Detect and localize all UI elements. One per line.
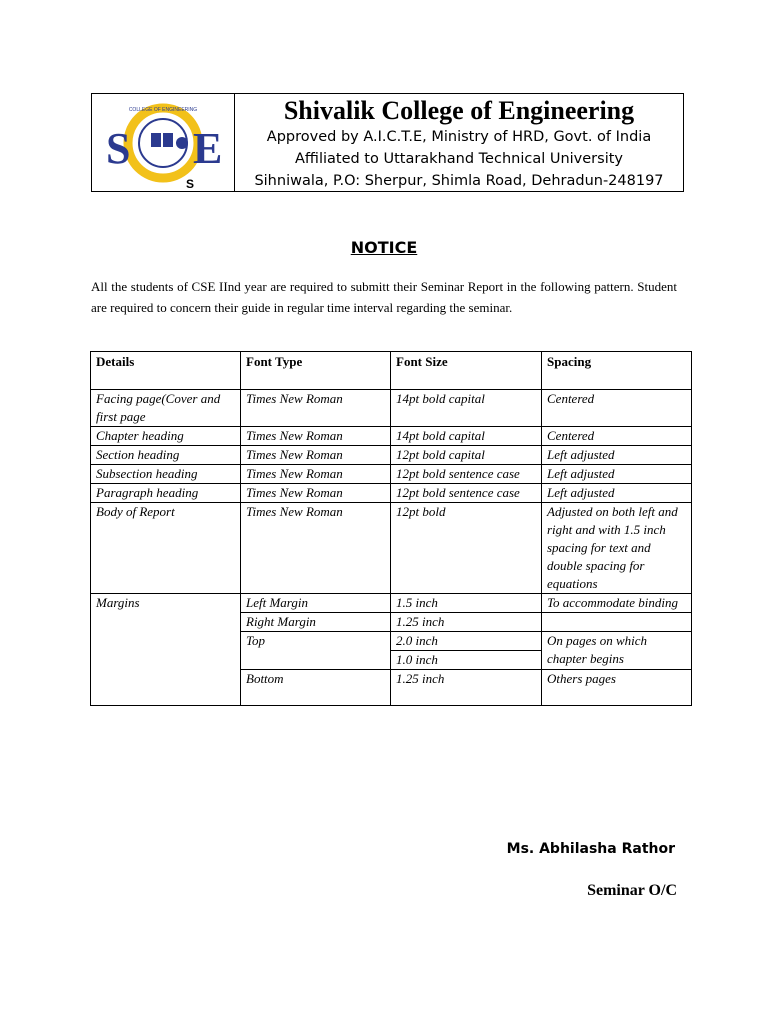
table-row — [91, 503, 692, 594]
cell-font-size: 14pt bold capital — [391, 390, 542, 427]
cell-left-margin-spacing: To accommodate binding — [542, 594, 692, 613]
cell-top-margin: Top — [241, 632, 391, 670]
cell-spacing: Left adjusted — [542, 465, 692, 484]
approval-line: Approved by A.I.C.T.E, Ministry of HRD, Govt. of India — [266, 129, 652, 145]
cell-font-type: Times New Roman — [241, 390, 391, 427]
cell-right-margin: Right Margin — [241, 613, 391, 632]
cell-font-size: 14pt bold capital — [391, 427, 542, 446]
table-row — [91, 427, 692, 446]
logo-ring-text: COLLEGE OF ENGINEERING — [128, 107, 198, 113]
signatory-name: Ms. Abhilasha Rathor — [506, 841, 675, 857]
cell-details: Body of Report — [91, 503, 241, 594]
cell-details: Subsection heading — [91, 465, 241, 484]
cell-bottom-margin: Bottom — [241, 670, 391, 706]
cell-font-size: 12pt bold sentence case — [391, 484, 542, 503]
cell-bottom-margin-spacing: Others pages — [542, 670, 692, 706]
cell-right-margin-spacing — [542, 613, 692, 632]
cell-spacing: Centered — [542, 390, 692, 427]
cell-font-type: Times New Roman — [241, 465, 391, 484]
cell-spacing: Left adjusted — [542, 446, 692, 465]
logo-letter-left: S — [106, 124, 131, 173]
table-row — [91, 465, 692, 484]
cell-top-margin-sizes — [391, 632, 542, 670]
cell-spacing: Left adjusted — [542, 484, 692, 503]
cell-bottom-margin-size: 1.25 inch — [391, 670, 542, 706]
logo-letter-right: E — [193, 124, 223, 173]
cell-top-margin-size-a: 2.0 inch — [391, 632, 541, 651]
table-header-row — [91, 352, 692, 390]
cell-font-type: Times New Roman — [241, 446, 391, 465]
cell-spacing: Adjusted on both left and right and with 1.5 inch spacing for text and double spacing for equations — [542, 503, 692, 594]
cell-details: Chapter heading — [91, 427, 241, 446]
cell-left-margin: Left Margin — [241, 594, 391, 613]
cell-top-margin-spacing: On pages on which chapter begins — [542, 632, 692, 670]
cell-margins-label: Margins — [91, 594, 241, 706]
cell-font-size: 12pt bold — [391, 503, 542, 594]
cell-right-margin-size: 1.25 inch — [391, 613, 542, 632]
college-logo — [98, 97, 228, 189]
notice-body: All the students of CSE IInd year are required to submitt their Seminar Report in the following pattern. Student are required to concern their guide in regular time interval regarding the seminar. — [91, 279, 677, 315]
format-table — [90, 351, 692, 706]
letterhead — [91, 93, 684, 192]
header-details: Details — [91, 352, 241, 390]
cell-font-type: Times New Roman — [241, 484, 391, 503]
address-line: Sihniwala, P.O: Sherpur, Shimla Road, Dehradun-248197 — [254, 173, 664, 189]
table-row — [91, 484, 692, 503]
table-row — [91, 446, 692, 465]
cell-font-size: 12pt bold sentence case — [391, 465, 542, 484]
cell-details: Section heading — [91, 446, 241, 465]
table-row — [91, 390, 692, 427]
logo-cell — [92, 94, 235, 191]
cell-details: Facing page(Cover and first page — [91, 390, 241, 427]
cell-font-type: Times New Roman — [241, 503, 391, 594]
cell-left-margin-size: 1.5 inch — [391, 594, 542, 613]
header-font-type: Font Type — [241, 352, 391, 390]
affiliation-line: Affiliated to Uttarakhand Technical University — [295, 151, 623, 167]
signatory-role: Seminar O/C — [587, 882, 677, 899]
cell-top-margin-size-b: 1.0 inch — [396, 652, 438, 667]
header-font-size: Font Size — [391, 352, 542, 390]
cell-spacing: Centered — [542, 427, 692, 446]
logo-letter-bottom: S — [186, 177, 195, 189]
notice-title: NOTICE — [350, 238, 418, 257]
cell-font-size: 12pt bold capital — [391, 446, 542, 465]
college-name: Shivalik College of Engineering — [283, 96, 635, 125]
header-spacing: Spacing — [542, 352, 692, 390]
cell-details: Paragraph heading — [91, 484, 241, 503]
cell-font-type: Times New Roman — [241, 427, 391, 446]
letterhead-text — [235, 94, 683, 192]
